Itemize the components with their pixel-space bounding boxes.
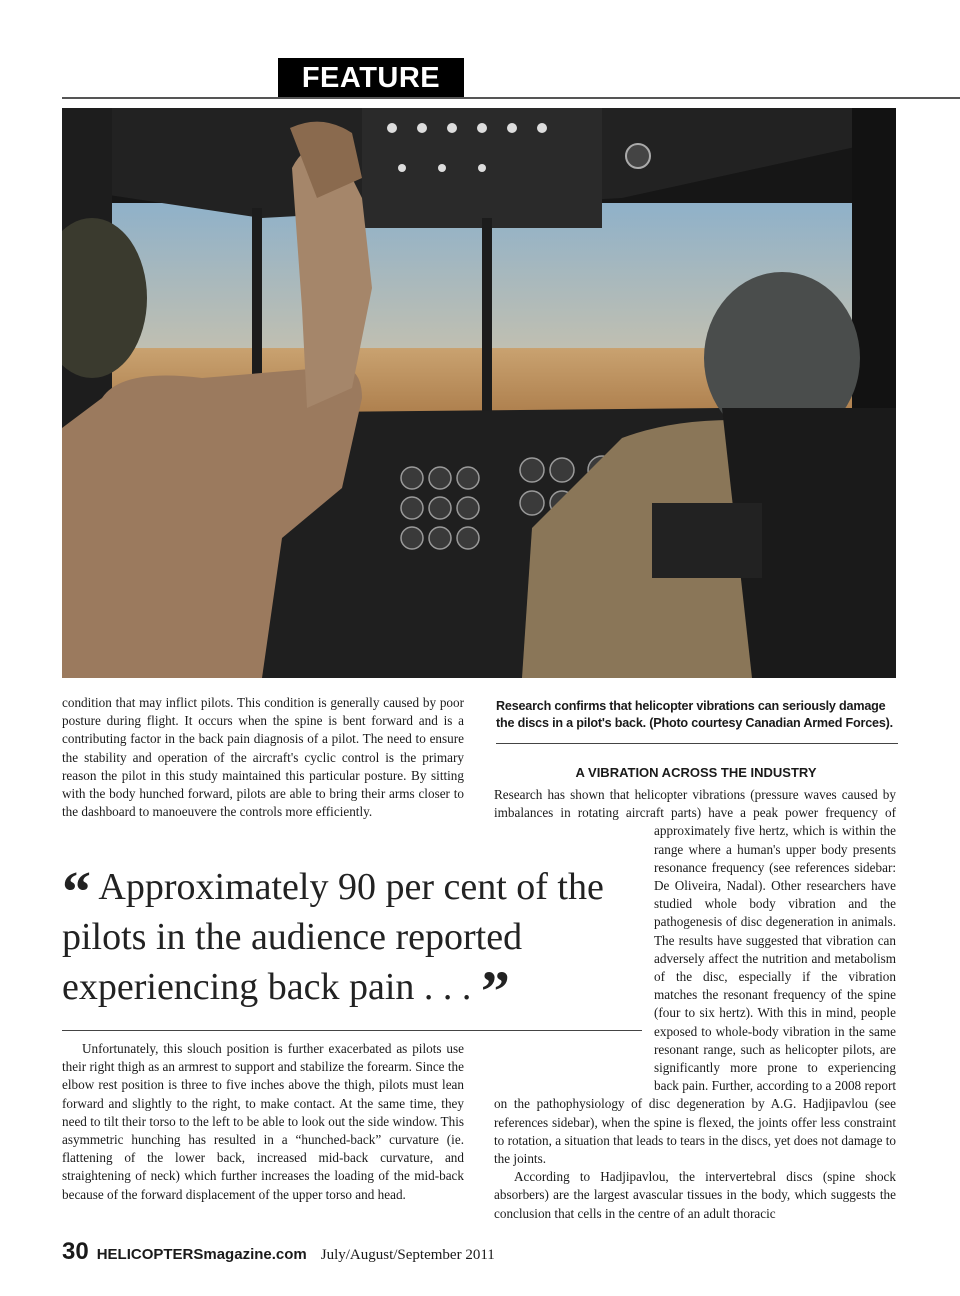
pull-quote [62,859,662,1024]
left-column-bottom [62,1040,464,1204]
cockpit-photo [62,108,896,678]
caption-rule [496,743,898,744]
magazine-url: HELICOPTERSmagazine.com [96,1246,307,1263]
pull-quote-text: Approximately 90 per cent of the pilots in the audience reported experiencing back pain . . . [62,866,604,1008]
section-label: FEATURE [278,58,464,98]
issue-date: July/August/September 2011 [320,1247,495,1263]
page-number: 30 [62,1238,89,1265]
left-column-top-paragraph: condition that may inflict pilots. This condition is generally caused by poor posture during flight. It occurs when the spine is bent forward and is a contributing factor in the back pain diagnosis of a pilot. The need to ensure the stability and operation of the aircraft's cyclic control is the primary reason the pilot in this study maintained this particular posture. By sitting with the body hunched forward, pilots are able to bring their arms closer to the dashboard to manoeuvere the controls more efficiently. [62,695,464,820]
pull-quote-close-mark: ” [480,959,510,1024]
page-footer [62,1238,495,1268]
section-subhead: A VIBRATION ACROSS THE INDUSTRY [575,765,817,780]
right-column-paragraph-2: According to Hadjipavlou, the intervertebral discs (spine shock absorbers) are the largest avascular tissues in the body, which suggests the conclusion that cells in the centre of an adult thoracic [494,1169,896,1221]
right-column-paragraph-1: Research has shown that helicopter vibrations (pressure waves caused by imbalances in rotating aircraft parts) have a peak power frequency of approximately five hertz, which is within the range where a human's upper body presents resonance frequency (see references sidebar: De Oliveira, Nadal). Other researchers have studied whole body vibration and the pathogenesis of disc degeneration in animals. The results have suggested that vibration can adversely affect the nutrition and metabolism of the disc, especially if the vibration matches the resonant frequency of the spine (four to six hertz). With this in mind, people exposed to whole-body vibration in the same resonant range, such as helicopter pilots, are significantly more prone to experiencing back pain. Further, according to a 2008 report on the pathophysiology of disc degeneration by A.G. Hadjipavlou (see references sidebar), when the spine is flexed, the joints offer less constraint to rotation, a situation that leads to tears in the discs, yet does not damage to the joints. [494,787,896,1167]
pull-quote-open-mark: “ [62,859,91,924]
photo-caption: Research confirms that helicopter vibrations can seriously damage the discs in a pilot's back. (Photo courtesy Canadian Armed Forces). [496,699,893,730]
left-column-bottom-paragraph: Unfortunately, this slouch position is further exacerbated as pilots use their right thigh as an armrest to support and stabilize the forearm. Since the elbow rest position is three to five inches above the thigh, pilots must lean forward and slightly to the right, to make contact. At the same time, they need to tilt their torso to the left to be able to look out the side window. This asymmetric hunching has resulted in a “hunched-back” curvature (ie. flattening of the lower back, increased mid-back curvature, and straightening of neck) which further increases the loading of the mid-back because of the forward displacement of the upper torso and head. [62,1041,464,1202]
header-rule [62,97,960,99]
pull-quote-rule [62,1030,642,1031]
